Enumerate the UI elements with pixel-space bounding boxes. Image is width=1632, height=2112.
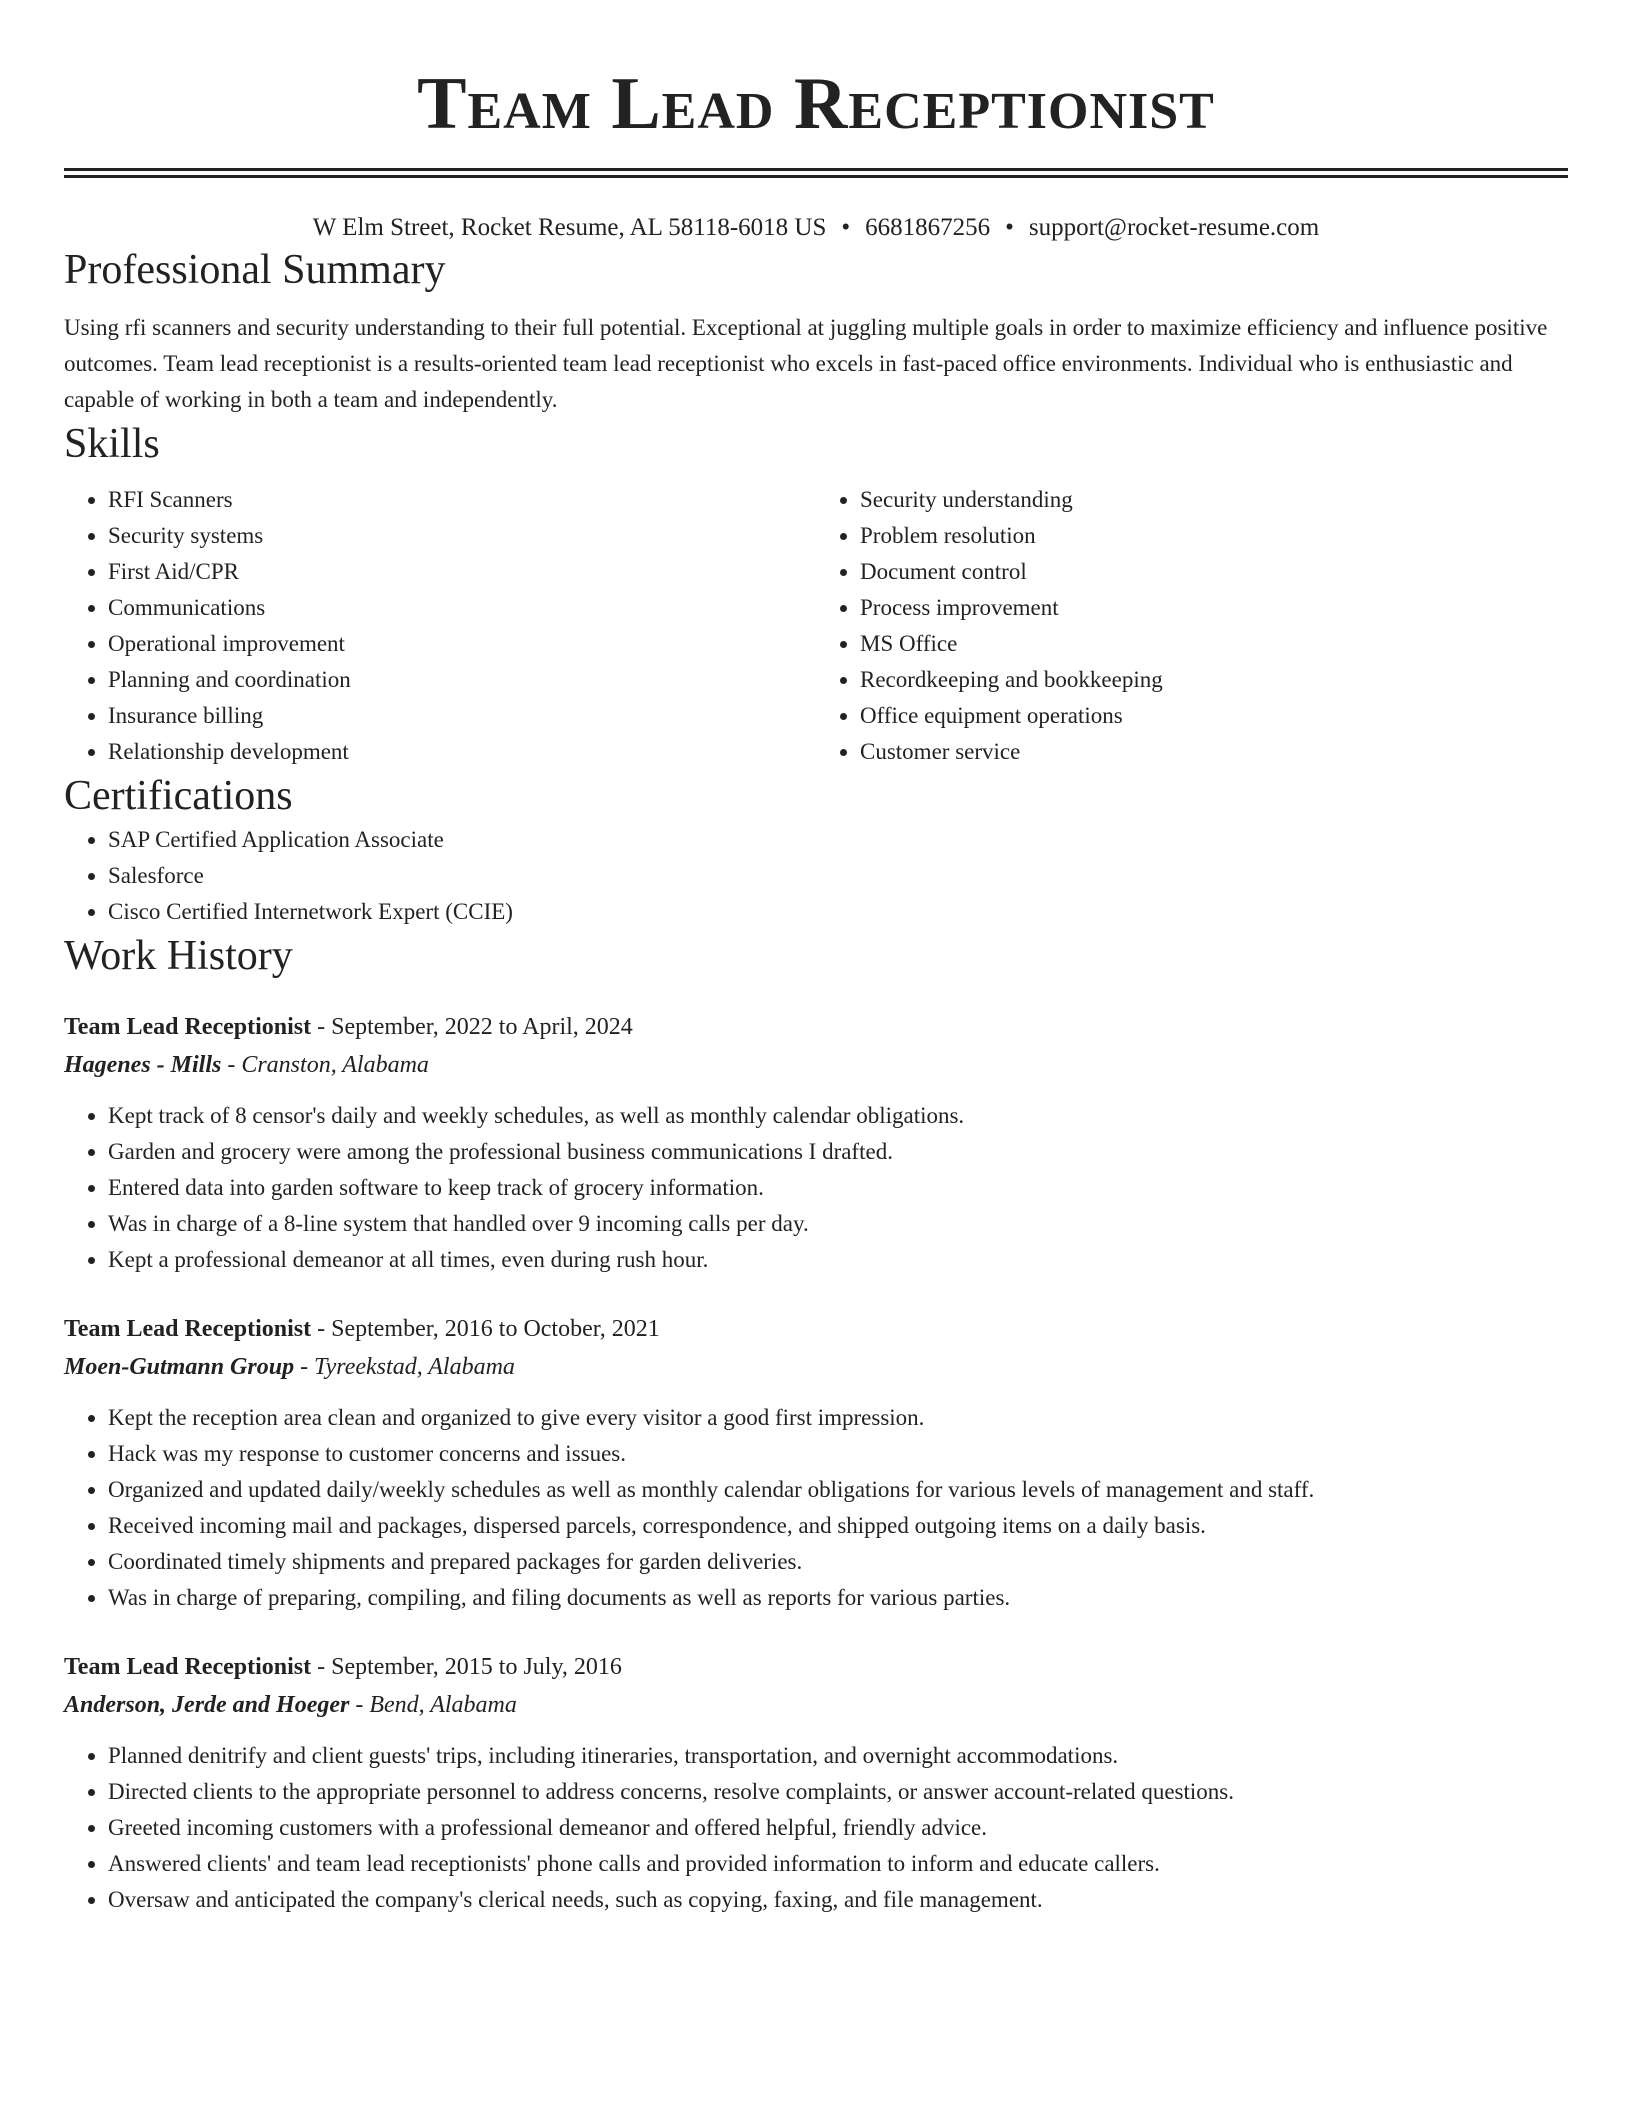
job-entry [64,1648,1568,1918]
title-divider [64,168,1568,178]
job-duty-item: • Directed clients to the appropriate personnel to address concerns, resolve complaints, or answer account-related questions. [108,1774,1568,1810]
skill-item: • Security understanding [860,482,1568,518]
contact-email: support@rocket-resume.com [1028,214,1320,241]
job-dates: - September, 2015 to July, 2016 [311,1654,622,1680]
job-duty-item: • Received incoming mail and packages, dispersed parcels, correspondence, and shipped outgoing items on a daily basis. [108,1508,1568,1544]
contact-address: W Elm Street, Rocket Resume, AL 58118-6018 US [312,214,827,241]
job-location: - Bend, Alabama [349,1692,517,1718]
resume-title: Team Lead Receptionist [417,63,1215,145]
job-duties-list [64,1738,1568,1918]
certification-item: • SAP Certified Application Associate [108,822,1568,858]
skills-left-list [64,482,816,770]
job-duty-item: • Kept the reception area clean and organized to give every visitor a good first impression. [108,1400,1568,1436]
job-company-line [64,1348,1568,1386]
summary-text: Using rfi scanners and security understanding to their full potential. Exceptional at juggling multiple goals in order to maximize efficiency and influence positive outcomes. Team lead receptionist is a results-oriented team lead receptionist who excels in fast-paced office environments. Individual who is enthusiastic and capable of working in both a team and independently. [64,315,1548,412]
skill-item: • Relationship development [108,734,816,770]
job-duty-item: • Was in charge of a 8-line system that handled over 9 incoming calls per day. [108,1206,1568,1242]
job-duties-list [64,1400,1568,1616]
job-duties-list [64,1098,1568,1278]
skill-item: • Problem resolution [860,518,1568,554]
skill-item: • RFI Scanners [108,482,816,518]
skills-heading: Skills [64,421,160,467]
skill-item: • Customer service [860,734,1568,770]
job-duty-item: • Hack was my response to customer concerns and issues. [108,1436,1568,1472]
job-duty-item: • Planned denitrify and client guests' trips, including itineraries, transportation, and overnight accommodations. [108,1738,1568,1774]
job-company: Anderson, Jerde and Hoeger [64,1692,350,1718]
job-location: - Tyreekstad, Alabama [294,1354,515,1380]
skill-item: • MS Office [860,626,1568,662]
certifications-list [64,822,1568,930]
job-location: - Cranston, Alabama [221,1052,429,1078]
skill-item: • Process improvement [860,590,1568,626]
skills-columns [64,482,1568,770]
job-dates: - September, 2022 to April, 2024 [311,1014,633,1040]
skill-item: • Operational improvement [108,626,816,662]
job-title-line [64,1310,1568,1348]
summary-heading: Professional Summary [64,247,446,293]
job-duty-item: • Oversaw and anticipated the company's clerical needs, such as copying, faxing, and file management. [108,1882,1568,1918]
skills-right-list [816,482,1568,770]
job-company-line [64,1046,1568,1084]
job-duty-item: • Entered data into garden software to keep track of grocery information. [108,1170,1568,1206]
job-role: Team Lead Receptionist [64,1316,312,1342]
job-duty-item: • Answered clients' and team lead receptionists' phone calls and provided information to inform and educate callers. [108,1846,1568,1882]
job-role: Team Lead Receptionist [64,1654,312,1680]
skill-item: • Recordkeeping and bookkeeping [860,662,1568,698]
work-history-heading: Work History [64,933,293,979]
certification-item: • Cisco Certified Internetwork Expert (CCIE) [108,894,1568,930]
skill-item: • Insurance billing [108,698,816,734]
job-duty-item: • Kept track of 8 censor's daily and weekly schedules, as well as monthly calendar obligations. [108,1098,1568,1134]
contact-separator: • [1005,214,1014,241]
skill-item: • Communications [108,590,816,626]
certifications-heading: Certifications [64,773,293,819]
skill-item: • Office equipment operations [860,698,1568,734]
job-company: Moen-Gutmann Group [64,1354,295,1380]
job-role: Team Lead Receptionist [64,1014,312,1040]
job-entry [64,1310,1568,1616]
contact-line [64,212,1568,244]
job-company: Hagenes - Mills [64,1052,222,1078]
certification-item: • Salesforce [108,858,1568,894]
job-title-line [64,1648,1568,1686]
job-duty-item: • Kept a professional demeanor at all times, even during rush hour. [108,1242,1568,1278]
contact-separator: • [841,214,851,241]
job-duty-item: • Coordinated timely shipments and prepared packages for garden deliveries. [108,1544,1568,1580]
job-duty-item: • Garden and grocery were among the professional business communications I drafted. [108,1134,1568,1170]
job-duty-item: • Organized and updated daily/weekly schedules as well as monthly calendar obligations for various levels of management and staff. [108,1472,1568,1508]
skill-item: • Planning and coordination [108,662,816,698]
job-duty-item: • Was in charge of preparing, compiling, and filing documents as well as reports for various parties. [108,1580,1568,1616]
skill-item: • First Aid/CPR [108,554,816,590]
job-company-line [64,1686,1568,1724]
job-dates: - September, 2016 to October, 2021 [311,1316,660,1342]
skill-item: • Security systems [108,518,816,554]
job-duty-item: • Greeted incoming customers with a professional demeanor and offered helpful, friendly advice. [108,1810,1568,1846]
job-title-line [64,1008,1568,1046]
job-entry [64,1008,1568,1278]
skill-item: • Document control [860,554,1568,590]
contact-phone: 6681867256 [865,214,991,241]
